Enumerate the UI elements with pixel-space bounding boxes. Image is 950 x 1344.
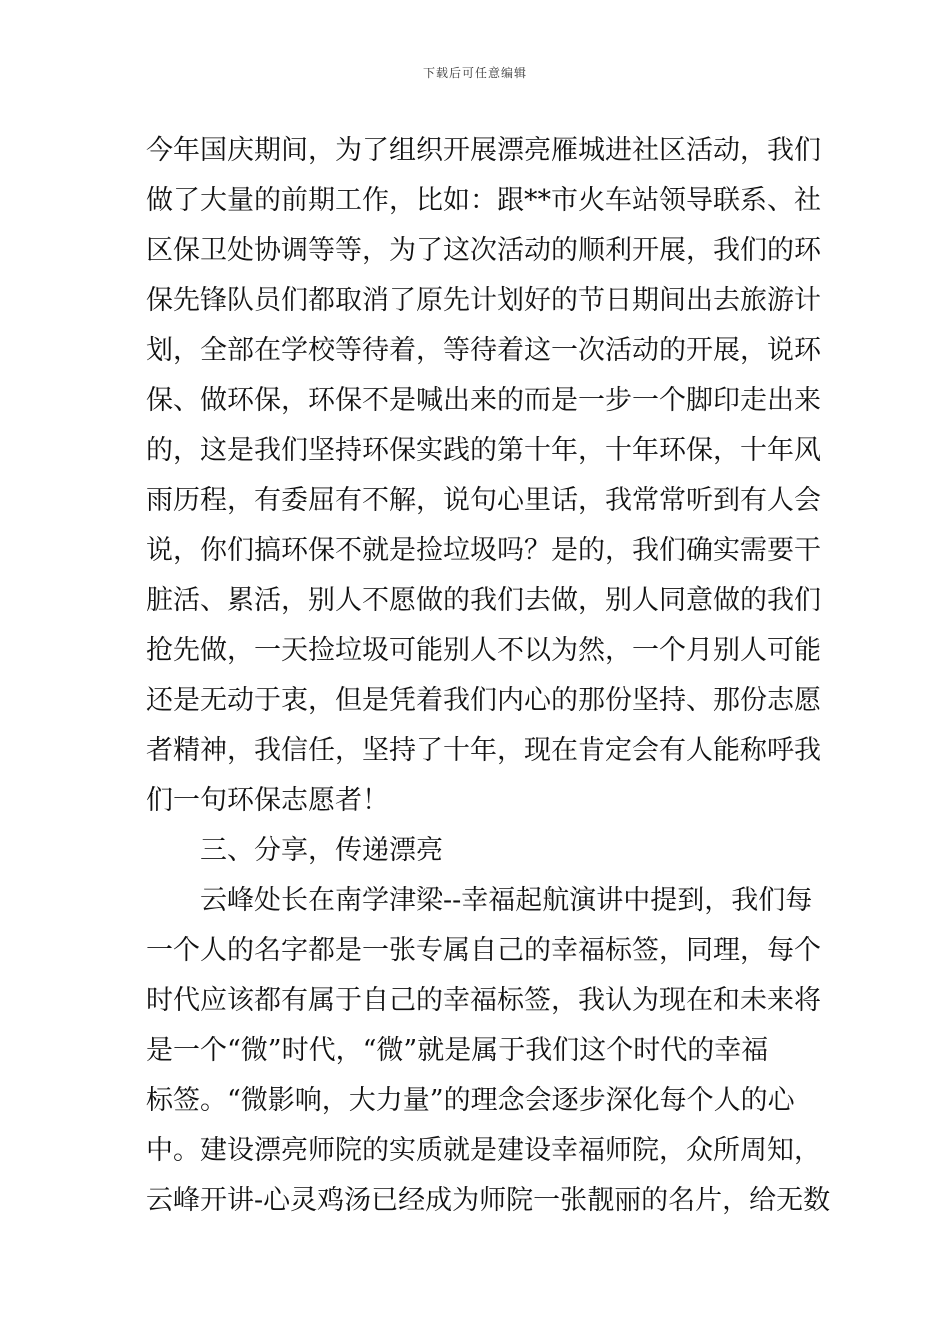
- text-line: 做了大量的前期工作，比如：跟**市火车站领导联系、社: [146, 185, 821, 216]
- text-line: 保先锋队员们都取消了原先计划好的节日期间出去旅游计: [146, 285, 821, 316]
- text-line: 者精神，我信任，坚持了十年，现在肯定会有人能称呼我: [146, 735, 821, 766]
- text-line: 脏活、累活，别人不愿做的我们去做，别人同意做的我们: [146, 585, 821, 616]
- section-heading: 三、分享，传递漂亮: [200, 835, 443, 866]
- text-line: 们一句环保志愿者！: [146, 785, 389, 816]
- text-line: 保、做环保，环保不是喊出来的而是一步一个脚印走出来: [146, 385, 821, 416]
- page-header-note: 下载后可任意编辑: [422, 66, 527, 80]
- text-line: 云峰处长在南学津梁--幸福起航演讲中提到，我们每: [200, 885, 813, 916]
- text-line: 中。建设漂亮师院的实质就是建设幸福师院，众所周知，: [146, 1135, 821, 1166]
- document-body: [146, 126, 831, 1226]
- text-line: 抢先做，一天捡垃圾可能别人不以为然，一个月别人可能: [146, 635, 821, 666]
- text-line: 说，你们搞环保不就是捡垃圾吗？是的，我们确实需要干: [146, 535, 821, 566]
- text-line: 时代应该都有属于自己的幸福标签，我认为现在和未来将: [146, 985, 821, 1016]
- text-line: 一个人的名字都是一张专属自己的幸福标签，同理，每个: [146, 935, 821, 966]
- text-line: 区保卫处协调等等，为了这次活动的顺利开展，我们的环: [146, 235, 821, 266]
- text-line: 还是无动于衷，但是凭着我们内心的那份坚持、那份志愿: [146, 685, 821, 716]
- text-line: 的，这是我们坚持环保实践的第十年，十年环保，十年风: [146, 435, 821, 466]
- text-line: 是一个“微”时代，“微”就是属于我们这个时代的幸福: [146, 1035, 769, 1066]
- text-line: 划，全部在学校等待着，等待着这一次活动的开展，说环: [146, 335, 821, 366]
- text-line: 今年国庆期间，为了组织开展漂亮雁城进社区活动，我们: [146, 135, 821, 166]
- text-line: 雨历程，有委屈有不解，说句心里话，我常常听到有人会: [146, 485, 821, 516]
- text-line: 云峰开讲-心灵鸡汤已经成为师院一张靓丽的名片，给无数: [146, 1185, 831, 1216]
- text-line: 标签。“微影响，大力量”的理念会逐步深化每个人的心: [146, 1085, 795, 1116]
